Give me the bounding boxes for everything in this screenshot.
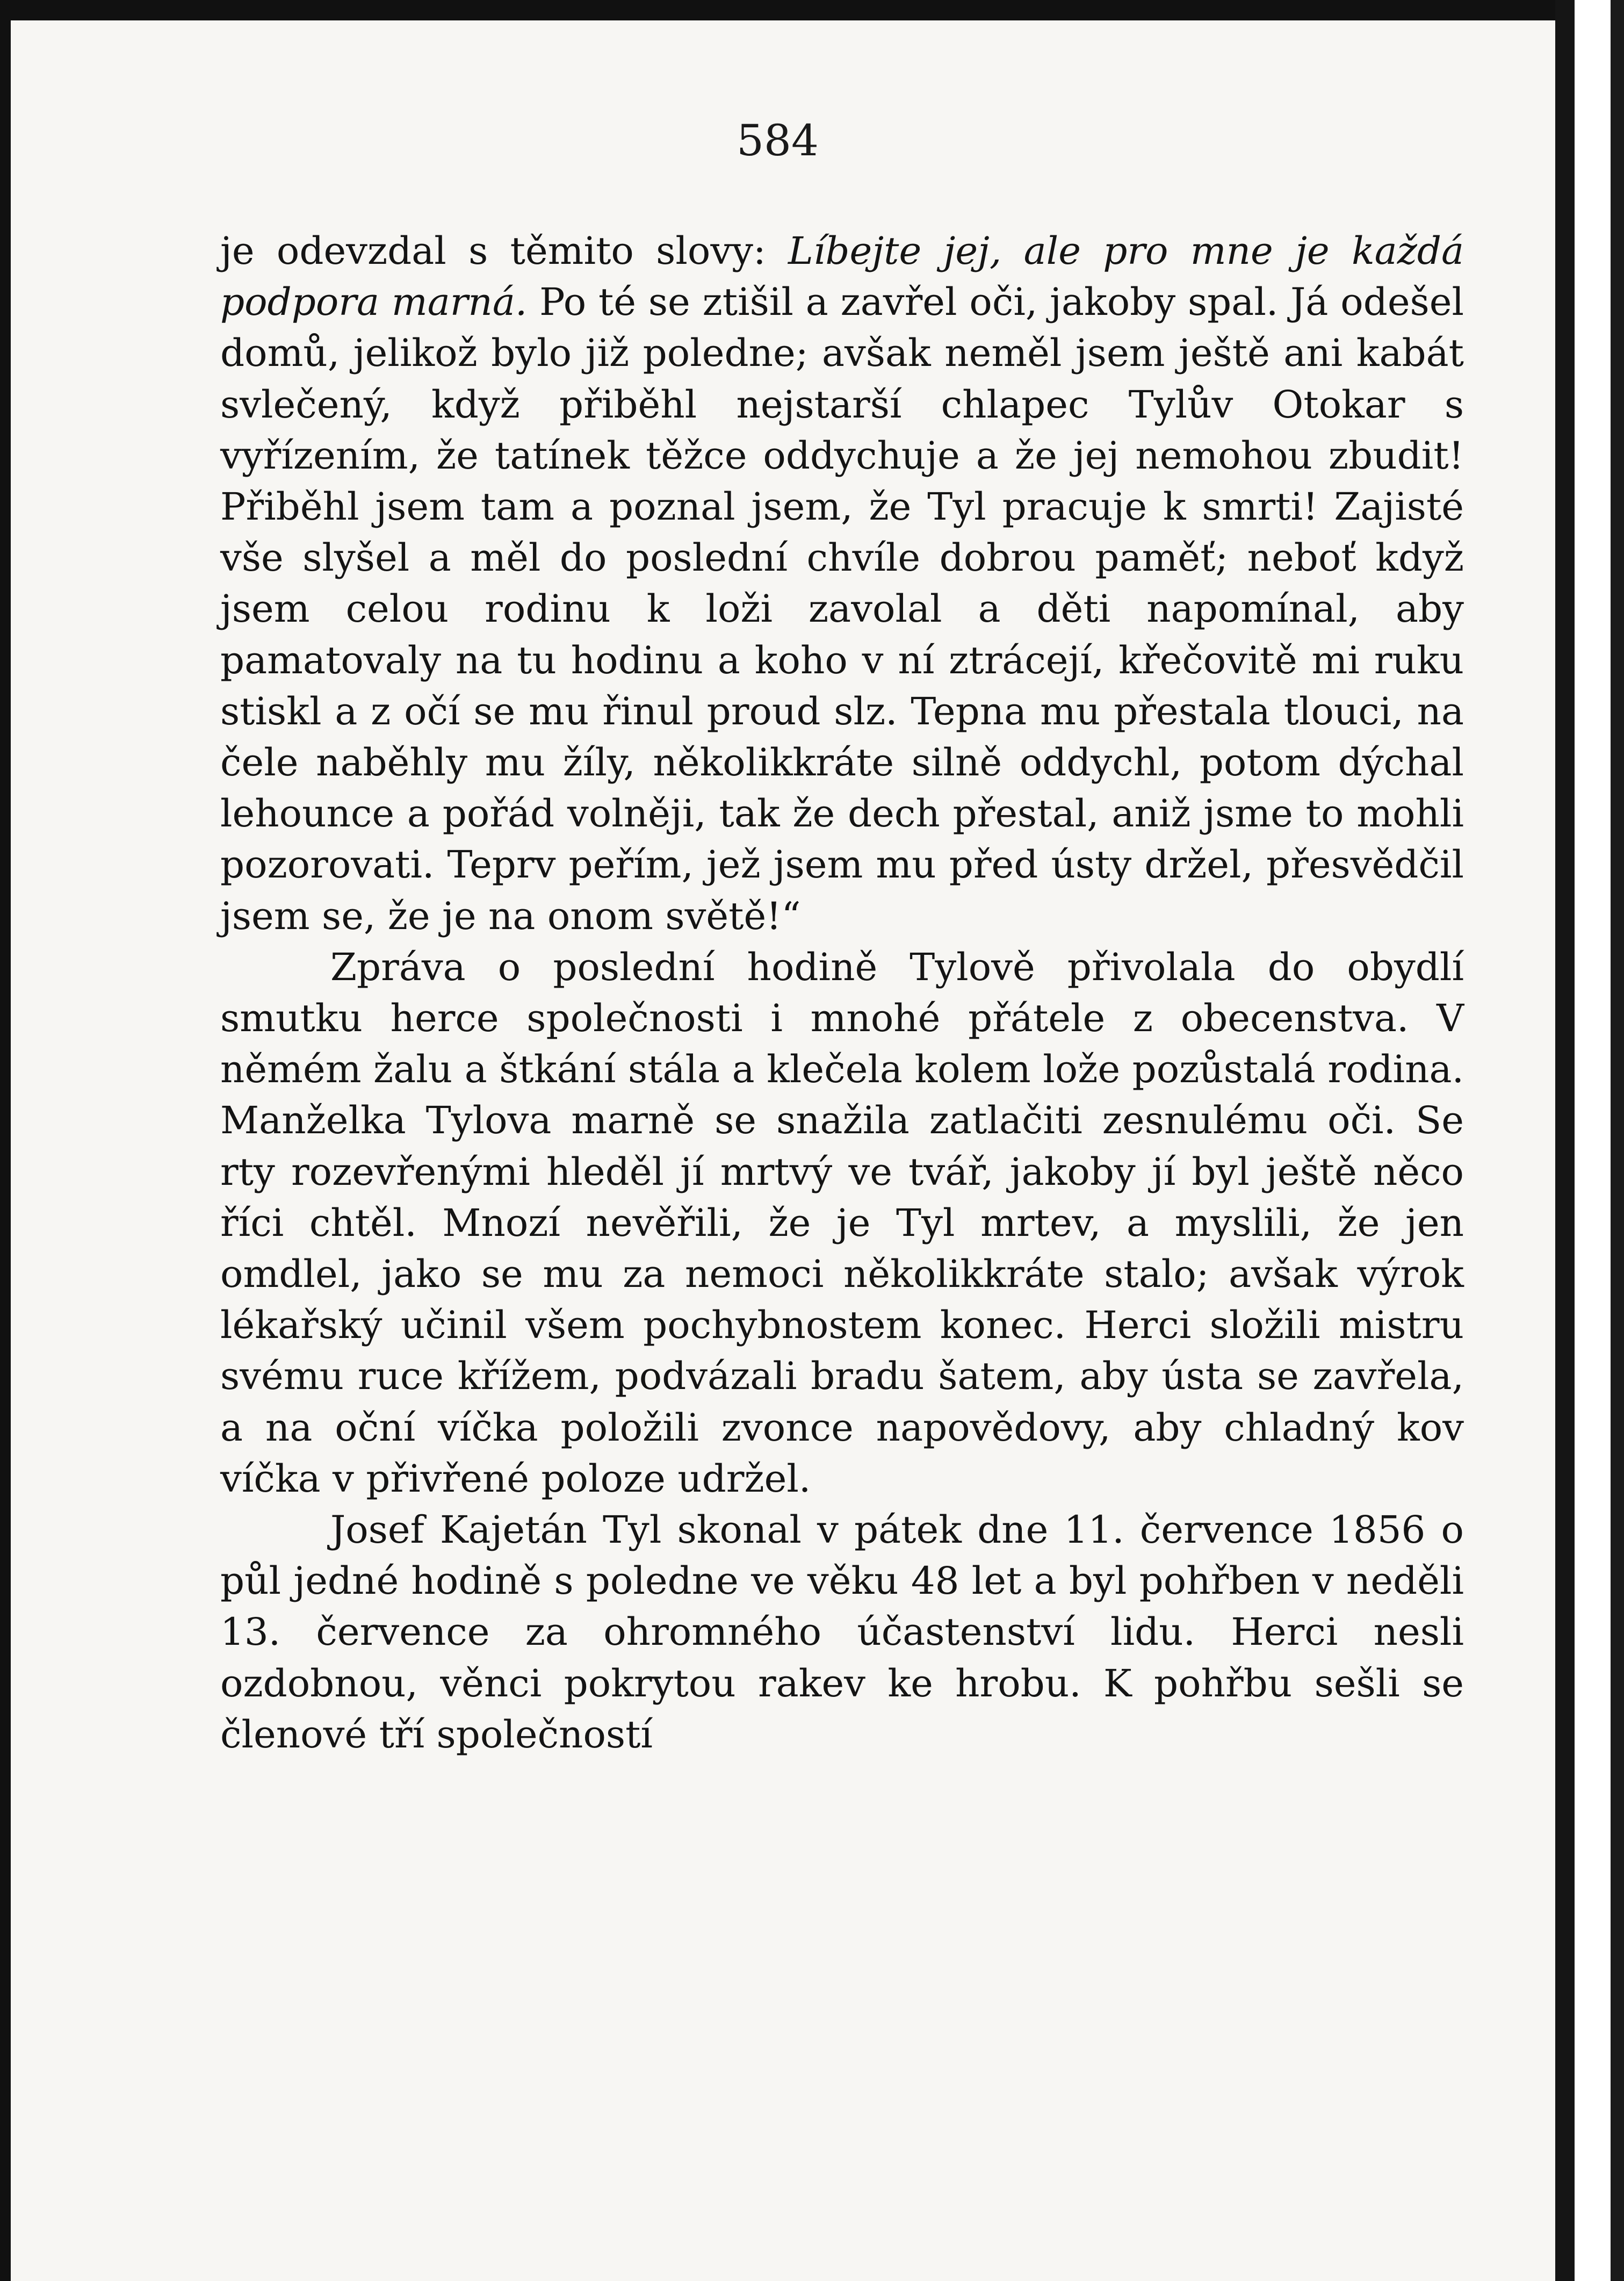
scan-border-top xyxy=(0,0,1555,20)
scan-border-left xyxy=(0,0,11,2281)
body-text xyxy=(220,226,1464,1760)
paragraph xyxy=(220,1505,1464,1760)
paragraph xyxy=(220,942,1464,1505)
paragraph xyxy=(220,226,1464,942)
text-run: Josef Kajetán Tyl skonal v pátek dne 11. července 1856 o půl jedné hodině s poledne ve věku 48 let a byl pohřben v neděli 13. července za ohromného účastenství lidu. Herci nesli ozdobnou, věnci pokrytou rakev ke hrobu. K pohřbu sešli se členové tří společností xyxy=(220,1508,1464,1757)
scan-border-right xyxy=(1555,0,1575,2281)
scan-edge-right xyxy=(1611,0,1624,2281)
italic-quote: Líbejte jej, ale pro mne je každá podpora marná. xyxy=(220,229,1464,325)
text-run: Po té se ztišil a zavřel oči, jakoby spal. Já odešel domů, jelikož bylo již poledne; avšak neměl jsem ještě ani kabát svlečený, když přiběhl nejstarší chlapec Tylův Otokar s vyřízením, že tatínek těžce oddychuje a že jej nemohou zbudit! Přiběhl jsem tam a poznal jsem, že Tyl pracuje k smrti! Zajisté vše slyšel a měl do poslední chvíle dobrou paměť; neboť když jsem celou rodinu k loži zavolal a děti napomínal, aby pamatovaly na tu hodinu a koho v ní ztrácejí, křečovitě mi ruku stiskl a z očí se mu řinul proud slz. Tepna mu přestala tlouci, na čele naběhly mu žíly, několikkráte silně oddychl, potom dýchal lehounce a pořád volněji, tak že dech přestal, aniž jsme to mohli pozorovati. Teprv peřím, jež jsem mu před ústy držel, přesvědčil jsem se, že je na onom světě!“ xyxy=(220,280,1464,938)
text-run: Zpráva o poslední hodině Tylově přivolala do obydlí smutku herce společnosti i mnohé přátele z obecenstva. V němém žalu a štkání stála a klečela kolem lože pozůstalá rodina. Manželka Tylova marně se snažila zatlačiti zesnulému oči. Se rty rozevřenými hleděl jí mrtvý ve tvář, jakoby jí byl ještě něco říci chtěl. Mnozí nevěřili, že je Tyl mrtev, a myslili, že jen omdlel, jako se mu za nemoci několikkráte stalo; avšak výrok lékařský učinil všem pochybnostem konec. Herci složili mistru svému ruce křížem, podvázali bradu šatem, aby ústa se zavřela, a na oční víčka položili zvonce napovědovy, aby chladný kov víčka v přivřené poloze udržel. xyxy=(220,945,1464,1501)
page-number: 584 xyxy=(737,116,819,166)
text-run: je odevzdal s těmito slovy: xyxy=(220,229,789,273)
